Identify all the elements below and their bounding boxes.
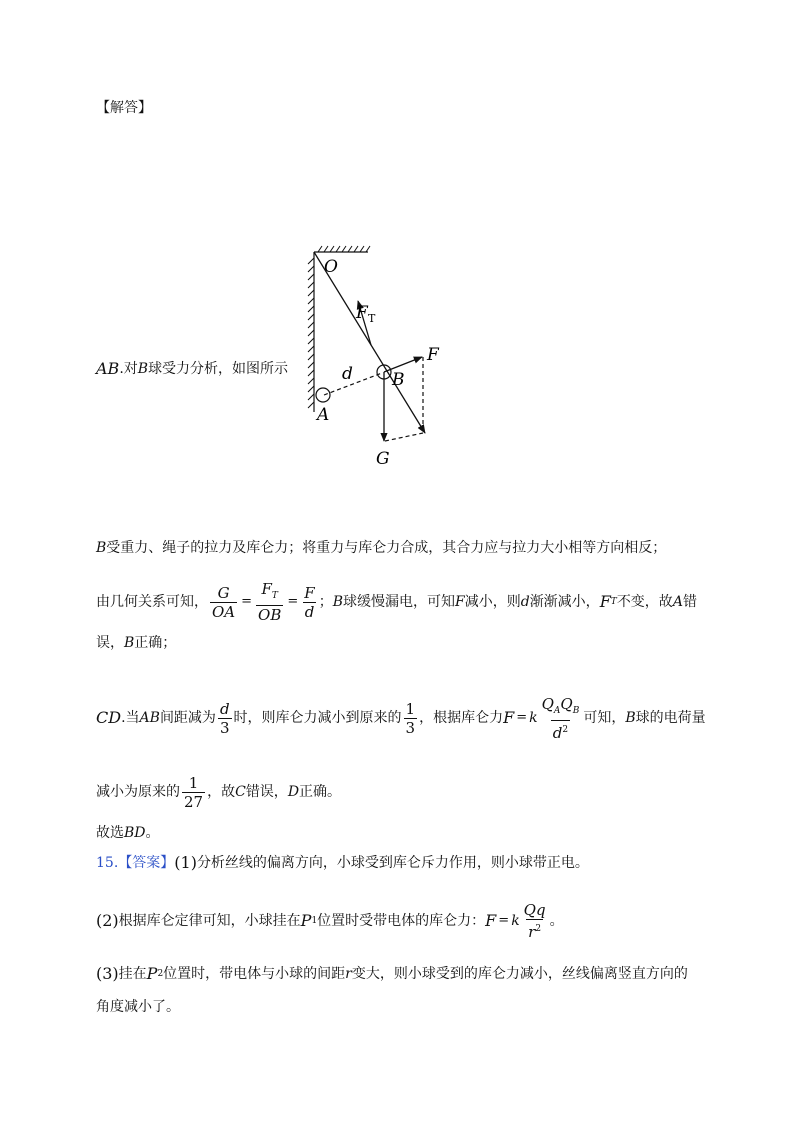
label-o: O (324, 257, 338, 277)
ball-a (316, 388, 330, 402)
q15-part1: 15. 【答案】 (1) 分析丝线的偏离方向，小球受到库仑斥力作用，则小球带正电。 (96, 853, 589, 872)
label-a: A (317, 405, 330, 425)
label-b: B (392, 370, 405, 390)
wall-hatch (308, 252, 314, 412)
ab-analysis-line: AB .对 B 球受力分析，如图所示 (96, 359, 289, 378)
label-ft: F (356, 303, 368, 323)
fraction-g-oa: $\frac{G}{OA}$ (212, 583, 236, 621)
fraction-f-d: $\frac{F}{d}$ (304, 583, 315, 621)
distance-line (324, 373, 382, 395)
label-d: d (342, 364, 353, 384)
q15-part2: (2) 根据库仑定律可知，小球挂在 P 1 位置时受带电体的库仑力： F = k $\frac{Qq}{r^2}$ 。 (96, 901, 564, 941)
cd-analysis-line-cont: 减小为原来的 $\frac{1}{27}$ ，故 C 错误， D 正确。 (96, 773, 342, 811)
cd-analysis-line: CD .当 AB 间距减为 $\frac{d}{3}$ 时，则库仑力减小到原来的 $\frac{1}{3}$ ，根据库仑力 F = k $\frac{Q_AQ_B}{d^2}$ 可知， B 球的电荷量 (96, 694, 706, 742)
fraction-qq-r2: $\frac{Qq}{r^2}$ (523, 901, 546, 941)
ceiling-hatch (314, 246, 370, 252)
q15-part3: (3) 挂在 P 2 位置时，带电体与小球的间距 r 变大，则小球受到的库仑力减小，丝线偏离竖直方向的 (96, 964, 688, 983)
fraction-coulomb: $\frac{Q_AQ_B}{d^2}$ (541, 694, 580, 742)
fraction-1-27: $\frac{1}{27}$ (184, 773, 204, 811)
label-ft-sub: T (368, 312, 376, 325)
dashed-bottom (385, 433, 423, 441)
fraction-1-3: $\frac{1}{3}$ (405, 699, 416, 737)
geometry-line: 由几何关系可知， $\frac{G}{OA}$ = $\frac{F_T}{OB}$ = $\frac{F}{d}$ ； B 球缓慢漏电，可知 F 减小，则 d 渐渐减小， F T 不变，故 A 错 (96, 580, 697, 624)
answer-selection: 故选 BD 。 (96, 825, 160, 841)
geometry-line-cont: 误， B 正确； (96, 635, 177, 651)
section-header: 【解答】 (96, 100, 152, 116)
fraction-ft-ob: $\frac{F_T}{OB}$ (258, 580, 282, 624)
force-diagram (296, 240, 466, 470)
resultant-line (314, 252, 425, 433)
q15-part3-cont: 角度减小了。 (96, 999, 180, 1015)
label-f: F (427, 345, 439, 365)
forces-line: B 受重力、绳子的拉力及库仑力；将重力与库仑力合成，其合力应与拉力大小相等方向相反； (96, 540, 667, 556)
label-g: G (376, 449, 390, 469)
fraction-d-3: $\frac{d}{3}$ (219, 699, 230, 737)
